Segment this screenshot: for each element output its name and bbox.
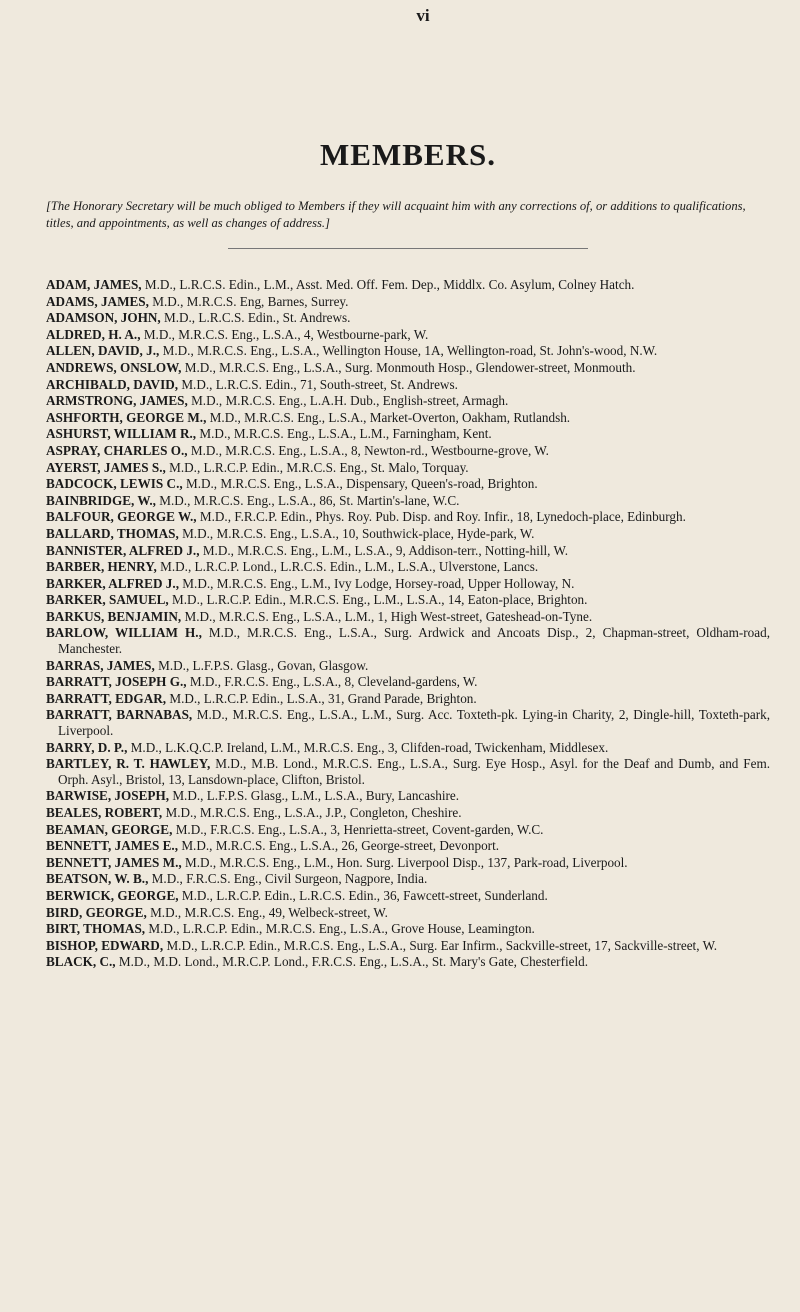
- member-details: M.D., M.R.C.S. Eng., L.S.A., 10, Southwick-place, Hyde-park, W.: [178, 525, 535, 541]
- member-details: M.D., M.R.C.S. Eng., L.M., Hon. Surg. Liverpool Disp., 137, Park-road, Liverpool.: [181, 854, 628, 870]
- member-details: M.D., M.R.C.S. Eng, Barnes, Surrey.: [148, 293, 349, 309]
- member-name: BEAMAN, GEORGE,: [46, 821, 173, 837]
- member-entry: [46, 855, 770, 871]
- member-details: M.D., L.R.C.P. Lond., L.R.C.S. Edin., L.M., L.S.A., Ulverstone, Lancs.: [156, 559, 539, 575]
- member-details: M.D., L.R.C.P. Edin., L.R.C.S. Edin., 36, Fawcett-street, Sunderland.: [178, 887, 548, 903]
- member-details: M.D., M.R.C.S. Eng., L.M., L.S.A., 9, Addison-terr., Notting-hill, W.: [199, 542, 569, 558]
- member-entry: [46, 838, 770, 854]
- member-entry: [46, 443, 770, 459]
- member-details: M.D., M.R.C.S. Eng., L.S.A., 86, St. Martin's-lane, W.C.: [155, 492, 460, 508]
- member-entry: [46, 559, 770, 575]
- member-details: M.D., M.R.C.S. Eng., L.S.A., J.P., Congleton, Cheshire.: [162, 805, 462, 820]
- member-name: ASHFORTH, GEORGE M.,: [46, 409, 207, 425]
- member-entry: [46, 888, 770, 904]
- member-entry: [46, 822, 770, 838]
- member-entry: [46, 576, 770, 592]
- member-name: BALLARD, THOMAS,: [46, 525, 179, 541]
- member-name: BEATSON, W. B.,: [46, 871, 149, 887]
- member-name: BARRY, D. P.,: [46, 739, 128, 755]
- member-details: M.D., L.R.C.S. Edin., St. Andrews.: [160, 310, 351, 326]
- member-details: M.D., M.R.C.S. Eng., L.S.A., Market-Overton, Oakham, Rutlandsh.: [206, 409, 571, 425]
- member-details: M.D., M.R.C.S. Eng., L.S.A., L.M., Farningham, Kent.: [196, 426, 492, 442]
- member-entry: [46, 343, 770, 359]
- member-name: BARWISE, JOSEPH,: [46, 788, 170, 804]
- member-details: M.D., M.R.C.S. Eng., L.S.A., 26, George-street, Devonport.: [178, 838, 500, 854]
- member-entry: [46, 609, 770, 625]
- page-number: vi: [416, 6, 430, 25]
- member-details: M.D., L.F.P.S. Glasg., Govan, Glasgow.: [154, 657, 369, 673]
- page-title: MEMBERS.: [320, 137, 496, 172]
- member-details: M.D., L.R.C.S. Edin., L.M., Asst. Med. Off. Fem. Dep., Middlx. Co. Asylum, Colney Hatch.: [141, 277, 635, 292]
- member-details: M.D., M.R.C.S. Eng., L.S.A., 8, Newton-rd., Westbourne-grove, W.: [187, 442, 549, 458]
- member-entry: [46, 691, 770, 707]
- member-entry: [46, 740, 770, 756]
- member-name: BLACK, C.,: [46, 954, 116, 970]
- member-details: M.D., L.R.C.S. Edin., 71, South-street, St. Andrews.: [178, 376, 458, 392]
- member-details: M.D., L.R.C.P. Edin., M.R.C.S. Eng., St. Malo, Torquay.: [165, 459, 469, 475]
- member-name: BARKUS, BENJAMIN,: [46, 608, 182, 624]
- member-name: BARLOW, WILLIAM H.,: [46, 625, 202, 641]
- member-entry: [46, 592, 770, 608]
- members-list: [46, 277, 770, 970]
- member-name: BARRATT, JOSEPH G.,: [46, 674, 187, 690]
- member-details: M.D., M.R.C.S. Eng., L.S.A., L.M., 1, High West-street, Gateshead-on-Tyne.: [181, 608, 593, 624]
- member-name: BEALES, ROBERT,: [46, 805, 163, 820]
- member-name: BARTLEY, R. T. HAWLEY,: [46, 756, 211, 772]
- member-details: M.D., M.R.C.S. Eng., L.S.A., 4, Westbourne-park, W.: [140, 326, 429, 342]
- member-details: M.D., L.R.C.P. Edin., M.R.C.S. Eng., L.S.A., Grove House, Leamington.: [145, 921, 535, 937]
- member-name: ARCHIBALD, DAVID,: [46, 376, 179, 392]
- member-details: M.D., L.R.C.P. Edin., M.R.C.S. Eng., L.M., L.S.A., 14, Eaton-place, Brighton.: [168, 592, 588, 608]
- member-name: BIRT, THOMAS,: [46, 921, 146, 937]
- member-entry: [46, 526, 770, 542]
- member-entry: [46, 921, 770, 937]
- divider-rule: [228, 248, 588, 249]
- member-entry: [46, 905, 770, 921]
- member-entry: [46, 277, 770, 293]
- member-name: BERWICK, GEORGE,: [46, 887, 179, 903]
- member-entry: [46, 360, 770, 376]
- member-details: M.D., L.R.C.P. Edin., M.R.C.S. Eng., L.S.A., Surg. Ear Infirm., Sackville-street, 17, Sackville-street, W.: [163, 937, 718, 953]
- member-name: ADAM, JAMES,: [46, 277, 142, 292]
- member-entry: [46, 377, 770, 393]
- member-entry: [46, 707, 770, 738]
- member-name: BISHOP, EDWARD,: [46, 937, 164, 953]
- member-name: BARRATT, BARNABAS,: [46, 707, 193, 723]
- member-entry: [46, 327, 770, 343]
- member-entry: [46, 543, 770, 559]
- member-entry: [46, 674, 770, 690]
- member-name: BARRATT, EDGAR,: [46, 690, 167, 706]
- member-name: ASHURST, WILLIAM R.,: [46, 426, 197, 442]
- member-entry: [46, 393, 770, 409]
- member-details: M.D., L.K.Q.C.P. Ireland, L.M., M.R.C.S. Eng., 3, Clifden-road, Twickenham, Middlesex.: [127, 739, 609, 755]
- member-name: BADCOCK, LEWIS C.,: [46, 476, 183, 492]
- member-entry: [46, 871, 770, 887]
- member-name: ASPRAY, CHARLES O.,: [46, 442, 188, 458]
- member-entry: [46, 658, 770, 674]
- member-details: M.D., M.R.C.S. Eng., L.S.A., Dispensary, Queen's-road, Brighton.: [182, 476, 538, 492]
- member-details: M.D., M.R.C.S. Eng., 49, Welbeck-street, W.: [146, 904, 388, 920]
- member-name: ALDRED, H. A.,: [46, 326, 141, 342]
- member-name: BAINBRIDGE, W.,: [46, 492, 156, 508]
- member-entry: [46, 310, 770, 326]
- member-details: M.D., M.B. Lond., M.R.C.S. Eng., L.S.A., Surg. Eye Hosp., Asyl. for the Deaf and Dumb, and Fem. Orph. Asyl., Bristol, 13, Lansdown-place, Clifton, Bristol.: [58, 756, 770, 787]
- member-details: M.D., M.D. Lond., M.R.C.P. Lond., F.R.C.S. Eng., L.S.A., St. Mary's Gate, Chesterfield.: [115, 954, 589, 970]
- member-name: BANNISTER, ALFRED J.,: [46, 542, 200, 558]
- member-details: M.D., M.R.C.S. Eng., L.S.A., L.M., Surg. Acc. Toxteth-pk. Lying-in Charity, 2, Dingle-hill, Toxteth-park, Liverpool.: [58, 707, 770, 739]
- member-name: ANDREWS, ONSLOW,: [46, 359, 182, 375]
- member-entry: [46, 625, 770, 656]
- member-entry: [46, 788, 770, 804]
- member-details: M.D., L.F.P.S. Glasg., L.M., L.S.A., Bury, Lancashire.: [169, 788, 460, 804]
- member-entry: [46, 509, 770, 525]
- member-entry: [46, 954, 770, 970]
- member-entry: [46, 294, 770, 310]
- member-entry: [46, 493, 770, 509]
- member-name: BARKER, SAMUEL,: [46, 592, 169, 608]
- member-name: ADAMSON, JOHN,: [46, 310, 161, 326]
- member-entry: [46, 460, 770, 476]
- member-details: M.D., F.R.C.S. Eng., L.S.A., 8, Cleveland-gardens, W.: [186, 674, 478, 690]
- member-details: M.D., M.R.C.S. Eng., L.S.A., Surg. Ardwick and Ancoats Disp., 2, Chapman-street, Oldham-road, Manchester.: [58, 625, 771, 657]
- member-entry: [46, 426, 770, 442]
- member-name: AYERST, JAMES S.,: [46, 459, 166, 475]
- member-entry: [46, 756, 770, 787]
- member-name: ARMSTRONG, JAMES,: [46, 393, 188, 409]
- member-entry: [46, 410, 770, 426]
- member-name: BALFOUR, GEORGE W.,: [46, 509, 197, 525]
- member-details: M.D., F.R.C.S. Eng., Civil Surgeon, Nagpore, India.: [148, 871, 428, 887]
- member-name: BENNETT, JAMES E.,: [46, 838, 179, 854]
- member-details: M.D., F.R.C.P. Edin., Phys. Roy. Pub. Disp. and Roy. Infir., 18, Lynedoch-place, Edinburgh.: [196, 509, 686, 525]
- member-entry: [46, 476, 770, 492]
- member-name: BARKER, ALFRED J.,: [46, 575, 179, 591]
- member-details: M.D., M.R.C.S. Eng., L.S.A., Wellington House, 1A, Wellington-road, St. John's-wood, N.W.: [159, 343, 658, 359]
- editorial-note: [The Honorary Secretary will be much obliged to Members if they will acquaint him with any corrections of, or additions to qualifications, titles, and appointments, as well as changes of address.]: [46, 199, 746, 230]
- member-details: M.D., F.R.C.S. Eng., L.S.A., 3, Henrietta-street, Covent-garden, W.C.: [172, 821, 544, 837]
- member-entry: [46, 805, 770, 821]
- member-name: BARRAS, JAMES,: [46, 657, 155, 673]
- member-entry: [46, 938, 770, 954]
- member-details: M.D., M.R.C.S. Eng., L.A.H. Dub., English-street, Armagh.: [187, 393, 509, 409]
- member-name: ADAMS, JAMES,: [46, 293, 149, 309]
- member-name: ALLEN, DAVID, J.,: [46, 343, 160, 359]
- member-details: M.D., M.R.C.S. Eng., L.M., Ivy Lodge, Horsey-road, Upper Holloway, N.: [179, 575, 575, 591]
- member-name: BARBER, HENRY,: [46, 559, 157, 575]
- member-name: BENNETT, JAMES M.,: [46, 854, 182, 870]
- member-name: BIRD, GEORGE,: [46, 904, 147, 920]
- member-details: M.D., L.R.C.P. Edin., L.S.A., 31, Grand Parade, Brighton.: [166, 690, 477, 706]
- member-details: M.D., M.R.C.S. Eng., L.S.A., Surg. Monmouth Hosp., Glendower-street, Monmouth.: [181, 359, 636, 375]
